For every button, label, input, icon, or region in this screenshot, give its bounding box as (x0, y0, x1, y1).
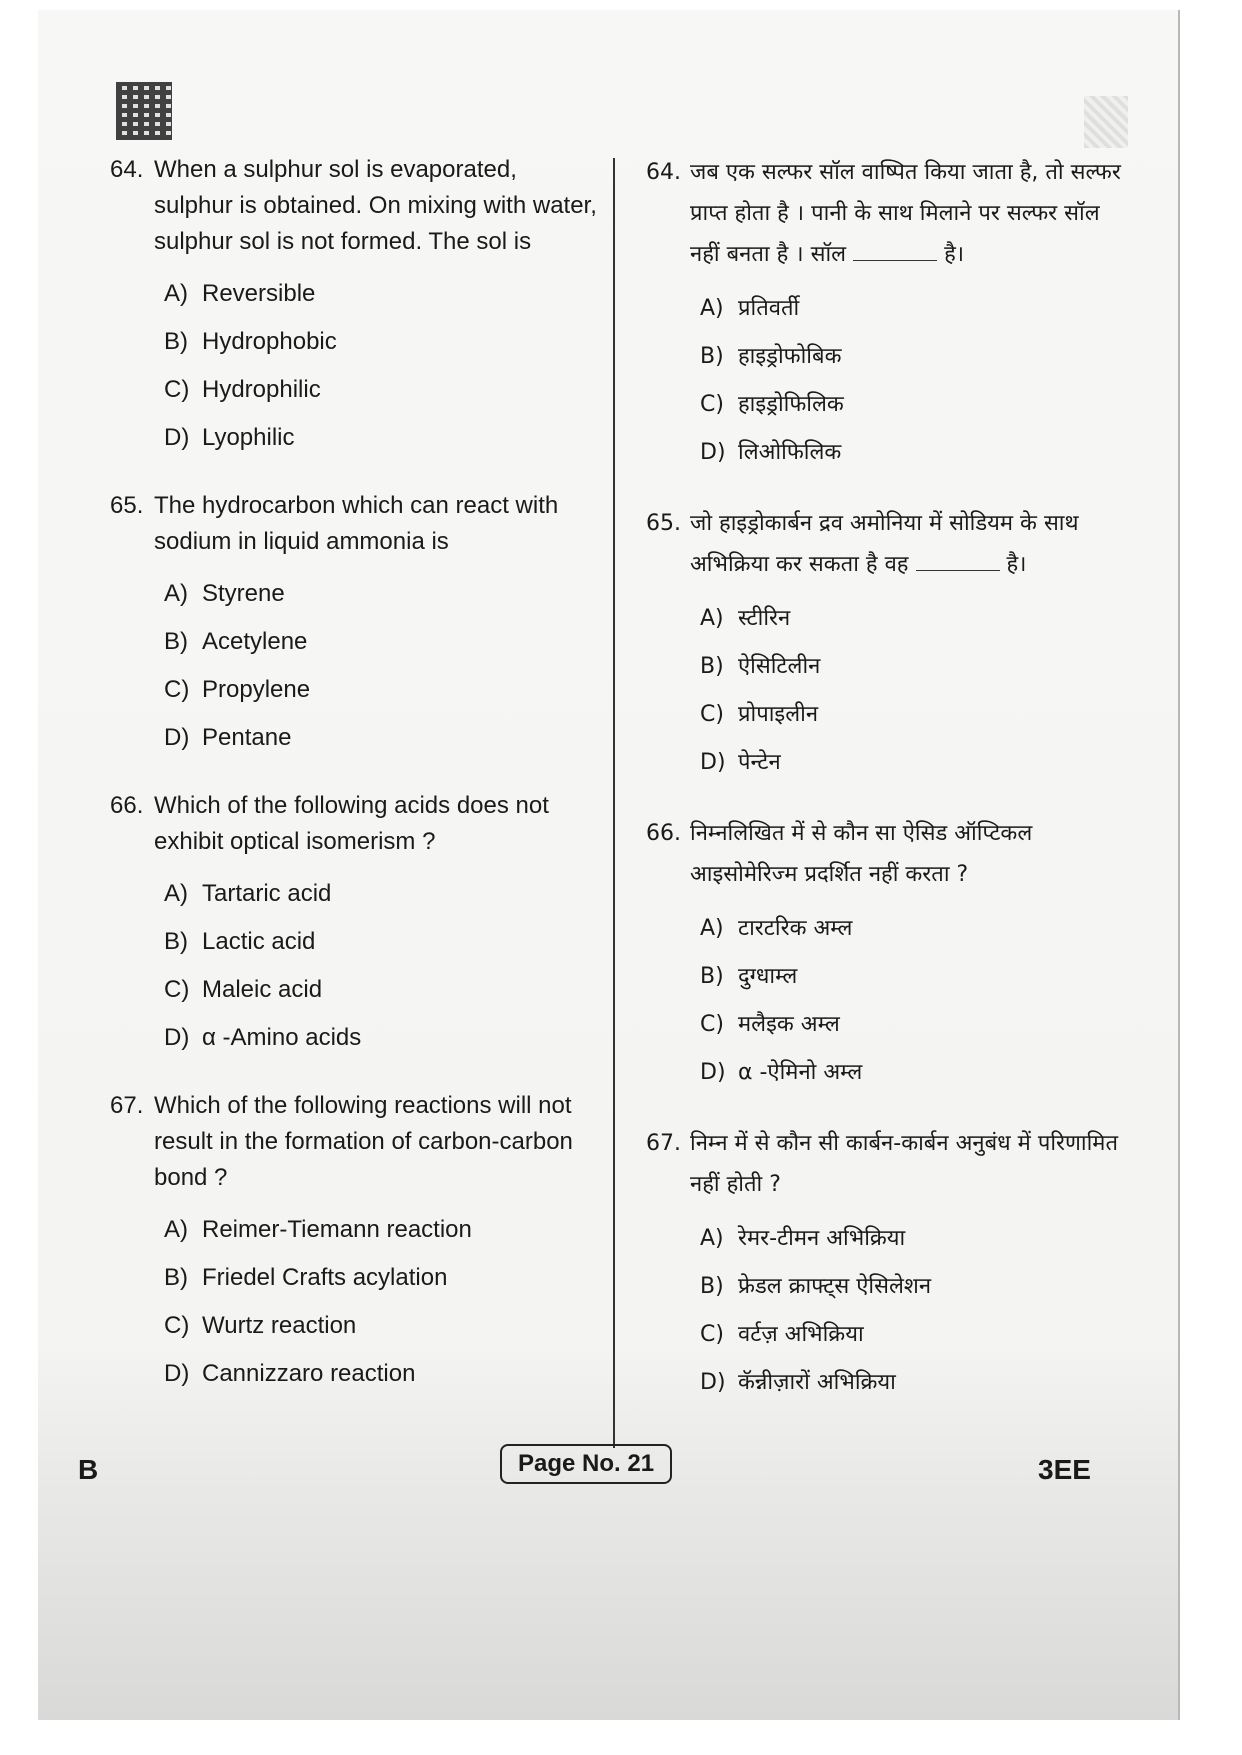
options-list (110, 870, 600, 1062)
question-text-end: है। (1006, 552, 1027, 577)
page-number-box: Page No. 21 (500, 1444, 672, 1484)
option-text: टारटरिक अम्ल (738, 916, 853, 941)
option-c (164, 966, 600, 1014)
option-text: स्टीरिन (738, 606, 791, 631)
option-letter: B) (700, 654, 724, 679)
option-text: हाइड्रोफिलिक (738, 392, 844, 417)
qr-code (116, 82, 172, 140)
exam-page (38, 10, 1180, 1720)
question-65-hi (646, 503, 1126, 787)
option-letter: B) (700, 344, 724, 369)
booklet-series-letter: B (78, 1454, 99, 1485)
question-64-hi (646, 152, 1126, 477)
option-text: α -ऐमिनो अम्ल (738, 1060, 863, 1085)
question-65-en (110, 488, 600, 762)
option-letter: D) (164, 424, 190, 451)
option-d (700, 739, 1126, 787)
option-letter: C) (700, 392, 724, 417)
option-letter: B) (164, 1264, 188, 1291)
option-c (164, 1302, 600, 1350)
option-letter: C) (700, 1322, 724, 1347)
option-letter: A) (164, 1216, 188, 1243)
option-b (164, 318, 600, 366)
option-c (700, 1001, 1126, 1049)
question-66-en (110, 788, 600, 1062)
option-letter: C) (164, 976, 190, 1003)
option-a (700, 595, 1126, 643)
option-d (164, 714, 600, 762)
option-b (700, 643, 1126, 691)
option-letter: D) (164, 1024, 190, 1051)
question-text (690, 1123, 1126, 1205)
option-d (164, 414, 600, 462)
options-list (646, 1215, 1126, 1407)
option-b (700, 333, 1126, 381)
option-letter: D) (700, 1370, 726, 1395)
question-number: 67. (646, 1131, 681, 1156)
english-column (110, 152, 600, 1424)
question-text-start: जब एक सल्फर सॉल वाष्पित किया जाता है, तो सल्फर प्राप्त होता है । पानी के साथ मिलाने पर सल्फर सॉल नहीं बनता है । सॉल (690, 160, 1121, 267)
option-letter: C) (700, 702, 724, 727)
option-text: Reversible (202, 280, 316, 307)
question-number: 65. (646, 511, 681, 536)
question-number: 64. (646, 160, 681, 185)
option-text: Lactic acid (202, 928, 316, 955)
option-letter: A) (700, 296, 724, 321)
option-text: Reimer-Tiemann reaction (202, 1216, 472, 1243)
option-text: लिओफिलिक (738, 440, 842, 465)
option-a (164, 570, 600, 618)
option-text: रेमर-टीमन अभिक्रिया (738, 1226, 906, 1251)
option-text: Wurtz reaction (202, 1312, 357, 1339)
question-text: Which of the following acids does not exhibit optical isomerism ? (154, 792, 549, 855)
option-letter: A) (700, 916, 724, 941)
option-letter: A) (164, 580, 188, 607)
question-number: 65. (110, 492, 144, 519)
hindi-column (646, 152, 1126, 1433)
option-letter: C) (164, 1312, 190, 1339)
option-letter: D) (700, 1060, 726, 1085)
option-c (164, 366, 600, 414)
option-text: Styrene (202, 580, 285, 607)
question-number: 67. (110, 1092, 144, 1119)
option-text: पेन्टेन (738, 750, 781, 775)
options-list (646, 595, 1126, 787)
option-text: प्रतिवर्ती (738, 296, 800, 321)
option-b (164, 618, 600, 666)
question-number: 66. (110, 792, 144, 819)
option-letter: C) (164, 376, 190, 403)
question-67-en (110, 1088, 600, 1398)
option-text: Hydrophobic (202, 328, 337, 355)
answer-blank (916, 570, 1000, 571)
option-b (700, 953, 1126, 1001)
option-text: Maleic acid (202, 976, 323, 1003)
option-d (700, 1049, 1126, 1097)
option-letter: D) (164, 724, 190, 751)
option-text: कॅन्नीज़ारों अभिक्रिया (738, 1370, 896, 1395)
option-b (700, 1263, 1126, 1311)
option-text: ऐसिटिलीन (738, 654, 821, 679)
option-letter: D) (700, 750, 726, 775)
option-text: Pentane (202, 724, 292, 751)
question-number: 64. (110, 156, 144, 183)
option-text: α -Amino acids (202, 1024, 362, 1051)
question-text: Which of the following reactions will not result in the formation of carbon-carbon bond ? (154, 1092, 573, 1191)
option-b (164, 1254, 600, 1302)
option-letter: A) (164, 880, 188, 907)
options-list (110, 270, 600, 462)
question-67-hi (646, 1123, 1126, 1407)
option-text: Propylene (202, 676, 311, 703)
option-c (700, 691, 1126, 739)
question-text (690, 503, 1126, 585)
question-text-end: है। (944, 242, 965, 267)
option-d (164, 1014, 600, 1062)
option-letter: A) (700, 606, 724, 631)
option-a (164, 870, 600, 918)
option-text: Lyophilic (202, 424, 295, 451)
option-d (700, 1359, 1126, 1407)
option-letter: B) (700, 1274, 724, 1299)
option-letter: B) (164, 628, 188, 655)
option-letter: A) (164, 280, 188, 307)
question-64-en (110, 152, 600, 462)
paper-code: 3EE (1038, 1454, 1091, 1485)
option-d (700, 429, 1126, 477)
option-b (164, 918, 600, 966)
option-letter: B) (700, 964, 724, 989)
column-divider (613, 158, 615, 1448)
options-list (110, 1206, 600, 1398)
option-text: प्रोपाइलीन (738, 702, 819, 727)
question-text (690, 152, 1126, 275)
option-text: Acetylene (202, 628, 308, 655)
question-text-start: निम्न में से कौन सी कार्बन-कार्बन अनुबंध में परिणामित नहीं होती ? (690, 1131, 1119, 1197)
option-letter: D) (700, 440, 726, 465)
option-letter: A) (700, 1226, 724, 1251)
answer-blank (853, 260, 937, 261)
option-text: फ्रेडल क्राफ्ट्स ऐसिलेशन (738, 1274, 932, 1299)
question-text: The hydrocarbon which can react with sodium in liquid ammonia is (154, 492, 559, 555)
option-a (164, 270, 600, 318)
option-letter: B) (164, 928, 188, 955)
option-letter: B) (164, 328, 188, 355)
option-a (164, 1206, 600, 1254)
option-letter: D) (164, 1360, 190, 1387)
option-c (164, 666, 600, 714)
question-text-start: निम्नलिखित में से कौन सा ऐसिड ऑप्टिकल आइसोमेरिज्म प्रदर्शित नहीं करता ? (690, 821, 1033, 887)
option-text: Cannizzaro reaction (202, 1360, 416, 1387)
question-text: When a sulphur sol is evaporated, sulphur is obtained. On mixing with water, sulphur sol is not formed. The sol is (154, 156, 597, 255)
option-d (164, 1350, 600, 1398)
option-a (700, 1215, 1126, 1263)
faded-qr-code (1084, 96, 1128, 148)
options-list (646, 905, 1126, 1097)
option-text: वर्टज़ अभिक्रिया (738, 1322, 864, 1347)
option-text: हाइड्रोफोबिक (738, 344, 842, 369)
option-text: दुग्धाम्ल (738, 964, 798, 989)
option-text: Friedel Crafts acylation (202, 1264, 448, 1291)
question-text-start: जो हाइड्रोकार्बन द्रव अमोनिया में सोडियम के साथ अभिक्रिया कर सकता है वह (690, 511, 1079, 577)
option-text: मलैइक अम्ल (738, 1012, 840, 1037)
option-a (700, 905, 1126, 953)
question-number: 66. (646, 821, 681, 846)
option-a (700, 285, 1126, 333)
option-c (700, 381, 1126, 429)
question-66-hi (646, 813, 1126, 1097)
question-text (690, 813, 1126, 895)
option-letter: C) (164, 676, 190, 703)
option-text: Hydrophilic (202, 376, 321, 403)
options-list (110, 570, 600, 762)
option-c (700, 1311, 1126, 1359)
option-text: Tartaric acid (202, 880, 332, 907)
options-list (646, 285, 1126, 477)
option-letter: C) (700, 1012, 724, 1037)
